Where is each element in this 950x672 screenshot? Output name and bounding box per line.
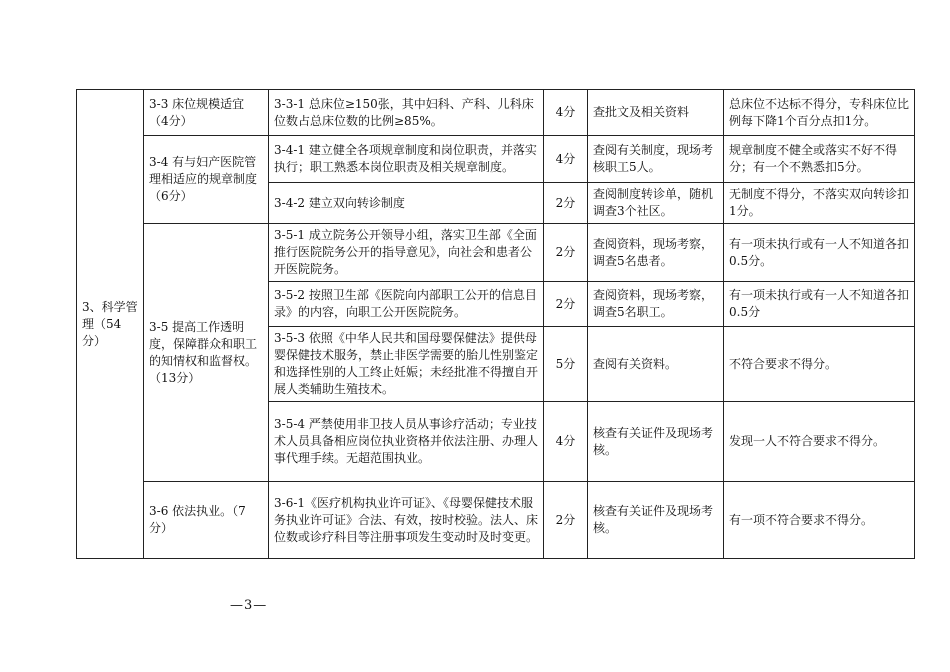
- method-cell: 核查有关证件及现场考核。: [588, 402, 724, 482]
- requirement-cell: 3-5-3 依照《中华人民共和国母婴保健法》提供母婴保健技术服务，禁止非医学需要的胎儿性别鉴定和选择性别的人工终止妊娠；未经批准不得擅自开展人类辅助生殖技术。: [269, 327, 544, 402]
- score-cell: 2分: [544, 224, 588, 282]
- score-cell: 4分: [544, 136, 588, 183]
- item-cell: 3-4 有与妇产医院管理相适应的规章制度（6分）: [144, 136, 269, 224]
- criteria-cell: 发现一人不符合要求不得分。: [724, 402, 915, 482]
- method-cell: 查阅有关资料。: [588, 327, 724, 402]
- method-cell: 查阅资料，现场考察，调查5名职工。: [588, 282, 724, 327]
- requirement-cell: 3-5-1 成立院务公开领导小组，落实卫生部《全面推行医院院务公开的指导意见》，向社会和患者公开医院院务。: [269, 224, 544, 282]
- method-cell: 查阅资料，现场考察，调查5名患者。: [588, 224, 724, 282]
- table-row: [77, 90, 915, 136]
- method-cell: 查批文及相关资料: [588, 90, 724, 136]
- criteria-cell: 无制度不得分，不落实双向转诊扣1分。: [724, 183, 915, 224]
- standards-table: [76, 89, 915, 559]
- method-cell: 查阅制度转诊单，随机调查3个社区。: [588, 183, 724, 224]
- item-cell: 3-5 提高工作透明度，保障群众和职工的知情权和监督权。（13分）: [144, 224, 269, 482]
- score-cell: 5分: [544, 327, 588, 402]
- item-cell: 3-6 依法执业。（7分）: [144, 482, 269, 559]
- criteria-cell: 规章制度不健全或落实不好不得分；有一个不熟悉扣5分。: [724, 136, 915, 183]
- page-number: —3—: [230, 598, 268, 613]
- item-cell: 3-3 床位规模适宜（4分）: [144, 90, 269, 136]
- table-row: [77, 224, 915, 282]
- requirement-cell: 3-4-2 建立双向转诊制度: [269, 183, 544, 224]
- method-cell: 核查有关证件及现场考核。: [588, 482, 724, 559]
- score-cell: 2分: [544, 482, 588, 559]
- table-row: [77, 482, 915, 559]
- score-cell: 4分: [544, 402, 588, 482]
- requirement-cell: 3-4-1 建立健全各项规章制度和岗位职责，并落实执行；职工熟悉本岗位职责及相关规章制度。: [269, 136, 544, 183]
- score-cell: 2分: [544, 183, 588, 224]
- criteria-cell: 有一项未执行或有一人不知道各扣0.5分: [724, 282, 915, 327]
- criteria-cell: 有一项未执行或有一人不知道各扣0.5分。: [724, 224, 915, 282]
- requirement-cell: 3-5-2 按照卫生部《医院向内部职工公开的信息目录》的内容，向职工公开医院院务。: [269, 282, 544, 327]
- table-row: [77, 136, 915, 183]
- section-cell: 3、科学管理（54分）: [77, 90, 144, 559]
- requirement-cell: 3-5-4 严禁使用非卫技人员从事诊疗活动；专业技术人员具备相应岗位执业资格并依法注册、办理人事代理手续。无超范围执业。: [269, 402, 544, 482]
- requirement-cell: 3-6-1《医疗机构执业许可证》、《母婴保健技术服务执业许可证》合法、有效，按时校验。法人、床位数或诊疗科目等注册事项发生变动时及时变更。: [269, 482, 544, 559]
- method-cell: 查阅有关制度，现场考核职工5人。: [588, 136, 724, 183]
- criteria-cell: 有一项不符合要求不得分。: [724, 482, 915, 559]
- score-cell: 2分: [544, 282, 588, 327]
- criteria-cell: 总床位不达标不得分，专科床位比例每下降1个百分点扣1分。: [724, 90, 915, 136]
- requirement-cell: 3-3-1 总床位≥150张，其中妇科、产科、儿科床位数占总床位数的比例≥85%。: [269, 90, 544, 136]
- criteria-cell: 不符合要求不得分。: [724, 327, 915, 402]
- score-cell: 4分: [544, 90, 588, 136]
